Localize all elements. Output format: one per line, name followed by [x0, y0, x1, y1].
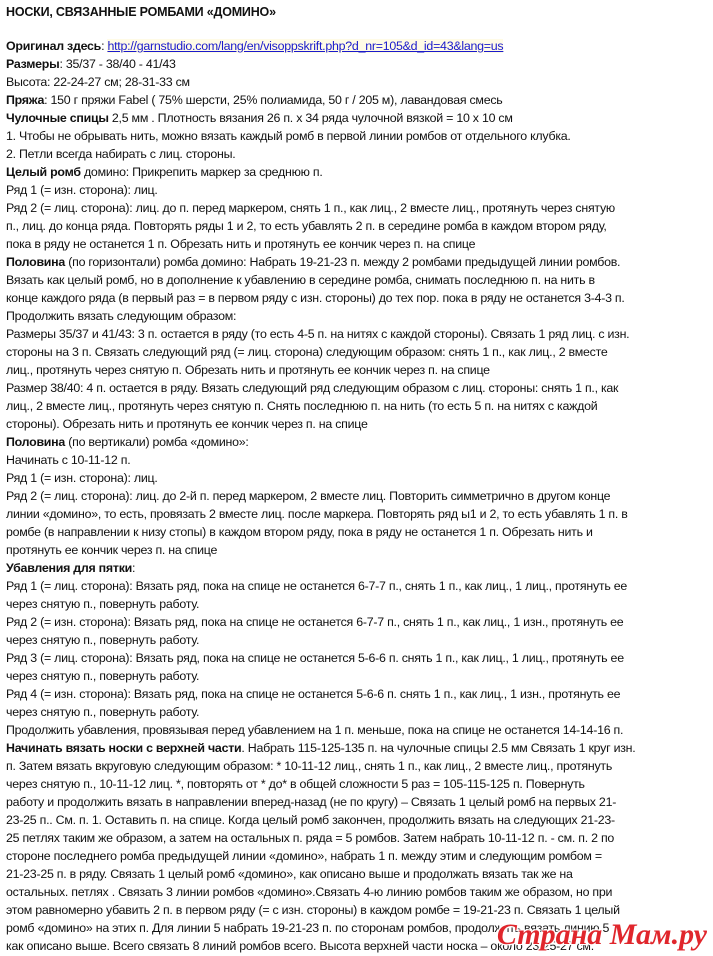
- text-line: [6, 721, 713, 739]
- line-text: Ряд 2 (= изн. сторона): Вязать ряд, пока на спице не останется 6-7-7 п., снять 1 п., как лиц., 1 изн., протянуть ее: [6, 615, 624, 629]
- line-text: Высота: 22-24-27 см; 28-31-33 см: [6, 75, 190, 89]
- text-line: [6, 865, 713, 883]
- text-line: [6, 811, 713, 829]
- line-text: Размер 38/40: 4 п. остается в ряду. Вязать следующий ряд следующим образом с лиц. стороны: снять 1 п., как: [6, 381, 619, 395]
- text-line: [6, 487, 713, 505]
- line-text: остальных. петлях . Связать 3 линии ромбов «домино».Связать 4-ю линию ромбов таким же образом, но при: [6, 885, 613, 899]
- text-line: [6, 73, 713, 91]
- line-text: ромбе (в направлении к низу стопы) в каждом втором ряду, пока в ряду не останется 1 п. Обрезать нить и: [6, 525, 593, 539]
- line-text: Ряд 4 (= изн. сторона): Вязать ряд, пока на спице не останется 5-6-6 п. снять 1 п., как лиц., 1 изн., протянуть ее: [6, 687, 621, 701]
- text-line: [6, 37, 713, 55]
- line-text: Размеры 35/37 и 41/43: 3 п. остается в ряду (то есть 4-5 п. на нитях с каждой стороны). Связать 1 ряд лиц. с изн.: [6, 327, 630, 341]
- line-text: через снятую п., 10-11-12 лиц. *, повторять от * до* в общей сложности 5 раз = 105-115-125 п. Повернуть: [6, 777, 585, 791]
- line-text: Ряд 1 (= лиц. сторона): Вязать ряд, пока на спице не останется 6-7-7 п., снять 1 п., как лиц., 1 лиц., протянуть ее: [6, 579, 628, 593]
- text-line: [6, 325, 713, 343]
- line-text: домино: Прикрепить маркер за среднюю п.: [80, 165, 323, 179]
- line-text: 2,5 мм . Плотность вязания 26 п. х 34 ряда чулочной вязкой = 10 х 10 см: [108, 111, 513, 125]
- text-line: [6, 433, 713, 451]
- line-text: стороне последнего ромба предыдущей линии «домино», набрать 1 п. между этим и следующим ромбом =: [6, 849, 602, 863]
- text-line: [6, 397, 713, 415]
- source-link[interactable]: http://garnstudio.com/lang/en/visoppskrift.php?d_nr=105&d_id=43&lang=us: [107, 39, 504, 53]
- line-text: Вязать как целый ромб, но в дополнение к убавлению в середине ромба, снимать последнюю п. на нить в: [6, 273, 595, 287]
- text-line: [6, 91, 713, 109]
- line-text: : 35/37 - 38/40 - 41/43: [59, 57, 176, 71]
- line-text: пока в ряду не останется 1 п. Обрезать нить и протянуть ее кончик через п. на спице: [6, 237, 476, 251]
- text-line: [6, 181, 713, 199]
- line-text: конце каждого ряда (в первый раз = в первом ряду с изн. стороны) до тех пор. пока в ряду не останется 3-4-3 п.: [6, 291, 625, 305]
- line-text: (по горизонтали) ромба домино: Набрать 19-21-23 п. между 2 ромбами предыдущей линии ромбов.: [65, 255, 621, 269]
- line-text: ромб «домино» на этих п. Для линии 5 набрать 19-21-23 п. по сторонам ромбов, продолжить вязать линию 5: [6, 921, 610, 935]
- text-line: [6, 631, 713, 649]
- text-line: [6, 451, 713, 469]
- line-text: Ряд 2 (= лиц. сторона): лиц. до 2-й п. перед маркером, 2 вместе лиц. Повторить симметрично в другом конце: [6, 489, 611, 503]
- text-line: [6, 649, 713, 667]
- text-line: [6, 775, 713, 793]
- bold-heading: Размеры: [6, 57, 60, 71]
- bold-heading: Начинать вязать носки с верхней части: [6, 741, 242, 755]
- document: [6, 3, 713, 955]
- text-line: [6, 343, 713, 361]
- line-text: протянуть ее кончик через п. на спице: [6, 543, 218, 557]
- document-body: [6, 37, 713, 955]
- bold-heading: Половина: [6, 435, 66, 449]
- bold-heading: Половина: [6, 255, 66, 269]
- line-text: п., лиц. до конца ряда. Повторять ряды 1 и 2, то есть убавлять 2 п. в середине ромба в каждом втором ряду,: [6, 219, 607, 233]
- text-line: [6, 55, 713, 73]
- line-text: лиц., протянуть через снятую п. Обрезать нить и протянуть ее кончик через п. на спице: [6, 363, 490, 377]
- text-line: [6, 361, 713, 379]
- line-text: через снятую п., повернуть работу.: [6, 597, 200, 611]
- text-line: [6, 271, 713, 289]
- line-text: Продолжить вязать следующим образом:: [6, 309, 237, 323]
- line-text: Продолжить убавления, провязывая перед убавлением на 1 п. меньше, пока на спице не останется 14-14-16 п.: [6, 723, 624, 737]
- bold-heading: Убавления для пятки: [6, 561, 133, 575]
- bold-heading: Оригинал здесь: [6, 39, 102, 53]
- line-text: (по вертикали) ромба «домино»:: [65, 435, 249, 449]
- text-line: [6, 793, 713, 811]
- line-text: : 150 г пряжи Fabel ( 75% шерсти, 25% полиамида, 50 г / 205 м), лавандовая смесь: [44, 93, 503, 107]
- text-line: [6, 217, 713, 235]
- text-line: [6, 883, 713, 901]
- text-line: [6, 127, 713, 145]
- text-line: [6, 829, 713, 847]
- line-text: 25 петлях таким же образом, а затем на остальных п. ряда = 5 ромбов. Затем набрать 10-11-12 п. - см. п. 2 по: [6, 831, 615, 845]
- text-line: [6, 379, 713, 397]
- text-line: [6, 667, 713, 685]
- text-line: [6, 505, 713, 523]
- line-text: Ряд 3 (= лиц. сторона): Вязать ряд, пока на спице не останется 5-6-6 п. снять 1 п., как лиц., 1 лиц., протянуть ее: [6, 651, 624, 665]
- text-line: [6, 289, 713, 307]
- text-line: [6, 559, 713, 577]
- line-text: Ряд 1 (= изн. сторона): лиц.: [6, 183, 158, 197]
- text-line: [6, 253, 713, 271]
- text-line: [6, 145, 713, 163]
- line-text: 23-25 п.. См. п. 1. Оставить п. на спице. Когда целый ромб закончен, продолжить вязать на следующих 21-23-: [6, 813, 615, 827]
- text-line: [6, 901, 713, 919]
- line-text: через снятую п., повернуть работу.: [6, 633, 200, 647]
- line-text: 1. Чтобы не обрывать нить, можно вязать каждый ромб в первой линии ромбов от отдельного клубка.: [6, 129, 571, 143]
- line-text: стороны). Обрезать нить и протянуть ее кончик через п. на спице: [6, 417, 368, 431]
- line-text: . Набрать 115-125-135 п. на чулочные спицы 2.5 мм Связать 1 круг изн.: [241, 741, 636, 755]
- line-text: Ряд 2 (= лиц. сторона): лиц. до п. перед маркером, снять 1 п., как лиц., 2 вместе лиц., протянуть через снятую: [6, 201, 615, 215]
- line-text: :: [101, 39, 108, 53]
- text-line: [6, 199, 713, 217]
- text-line: [6, 577, 713, 595]
- line-text: этом равномерно убавить 2 п. в первом ряду (= с изн. стороны) в каждом ромбе = 19-21-23 п. Связать 1 целый: [6, 903, 620, 917]
- text-line: [6, 757, 713, 775]
- bold-heading: Целый ромб: [6, 165, 81, 179]
- watermark-logo: Страна Мам.ру: [496, 918, 707, 951]
- bold-heading: Пряжа: [6, 93, 45, 107]
- text-line: [6, 469, 713, 487]
- line-text: :: [132, 561, 136, 575]
- text-line: [6, 595, 713, 613]
- text-line: [6, 613, 713, 631]
- document-title: НОСКИ, СВЯЗАННЫЕ РОМБАМИ «ДОМИНО»: [6, 5, 276, 19]
- line-text: Ряд 1 (= изн. сторона): лиц.: [6, 471, 158, 485]
- text-line: [6, 307, 713, 325]
- line-text: Начинать с 10-11-12 п.: [6, 453, 131, 467]
- line-text: п. Затем вязать вкруговую следующим образом: * 10-11-12 лиц., снять 1 п., как лиц., 2 вместе лиц., протянуть: [6, 759, 613, 773]
- text-line: [6, 847, 713, 865]
- text-line: [6, 685, 713, 703]
- line-text: через снятую п., повернуть работу.: [6, 669, 200, 683]
- line-text: 2. Петли всегда набирать с лиц. стороны.: [6, 147, 236, 161]
- text-line: [6, 703, 713, 721]
- text-line: [6, 163, 713, 181]
- line-text: стороны на 3 п. Связать следующий ряд (= лиц. сторона) следующим образом: снять 1 п., как лиц., 2 вместе: [6, 345, 608, 359]
- line-text: линии «домино», то есть, провязать 2 вместе лиц. после маркера. Повторять ряд ы1 и 2, то есть убавлять 1 п. в: [6, 507, 628, 521]
- line-text: работу и продолжить вязать в направлении вперед-назад (не по кругу) – Связать 1 целый ромб на первых 21-: [6, 795, 617, 809]
- text-line: [6, 415, 713, 433]
- text-line: [6, 235, 713, 253]
- text-line: [6, 523, 713, 541]
- line-text: через снятую п., повернуть работу.: [6, 705, 200, 719]
- text-line: [6, 739, 713, 757]
- line-text: как описано выше. Всего связать 8 линий ромбов всего. Высота верхней части носка – около 23-25-27 см.: [6, 939, 594, 953]
- bold-heading: Чулочные спицы: [6, 111, 109, 125]
- line-text: лиц., 2 вместе лиц., протянуть через снятую п. Снять последнюю п. на нить (то есть 5 п. на нитях с каждой: [6, 399, 598, 413]
- line-text: 21-23-25 п. в ряду. Связать 1 целый ромб «домино», как описано выше и продолжать вязать так же на: [6, 867, 573, 881]
- text-line: [6, 109, 713, 127]
- text-line: [6, 541, 713, 559]
